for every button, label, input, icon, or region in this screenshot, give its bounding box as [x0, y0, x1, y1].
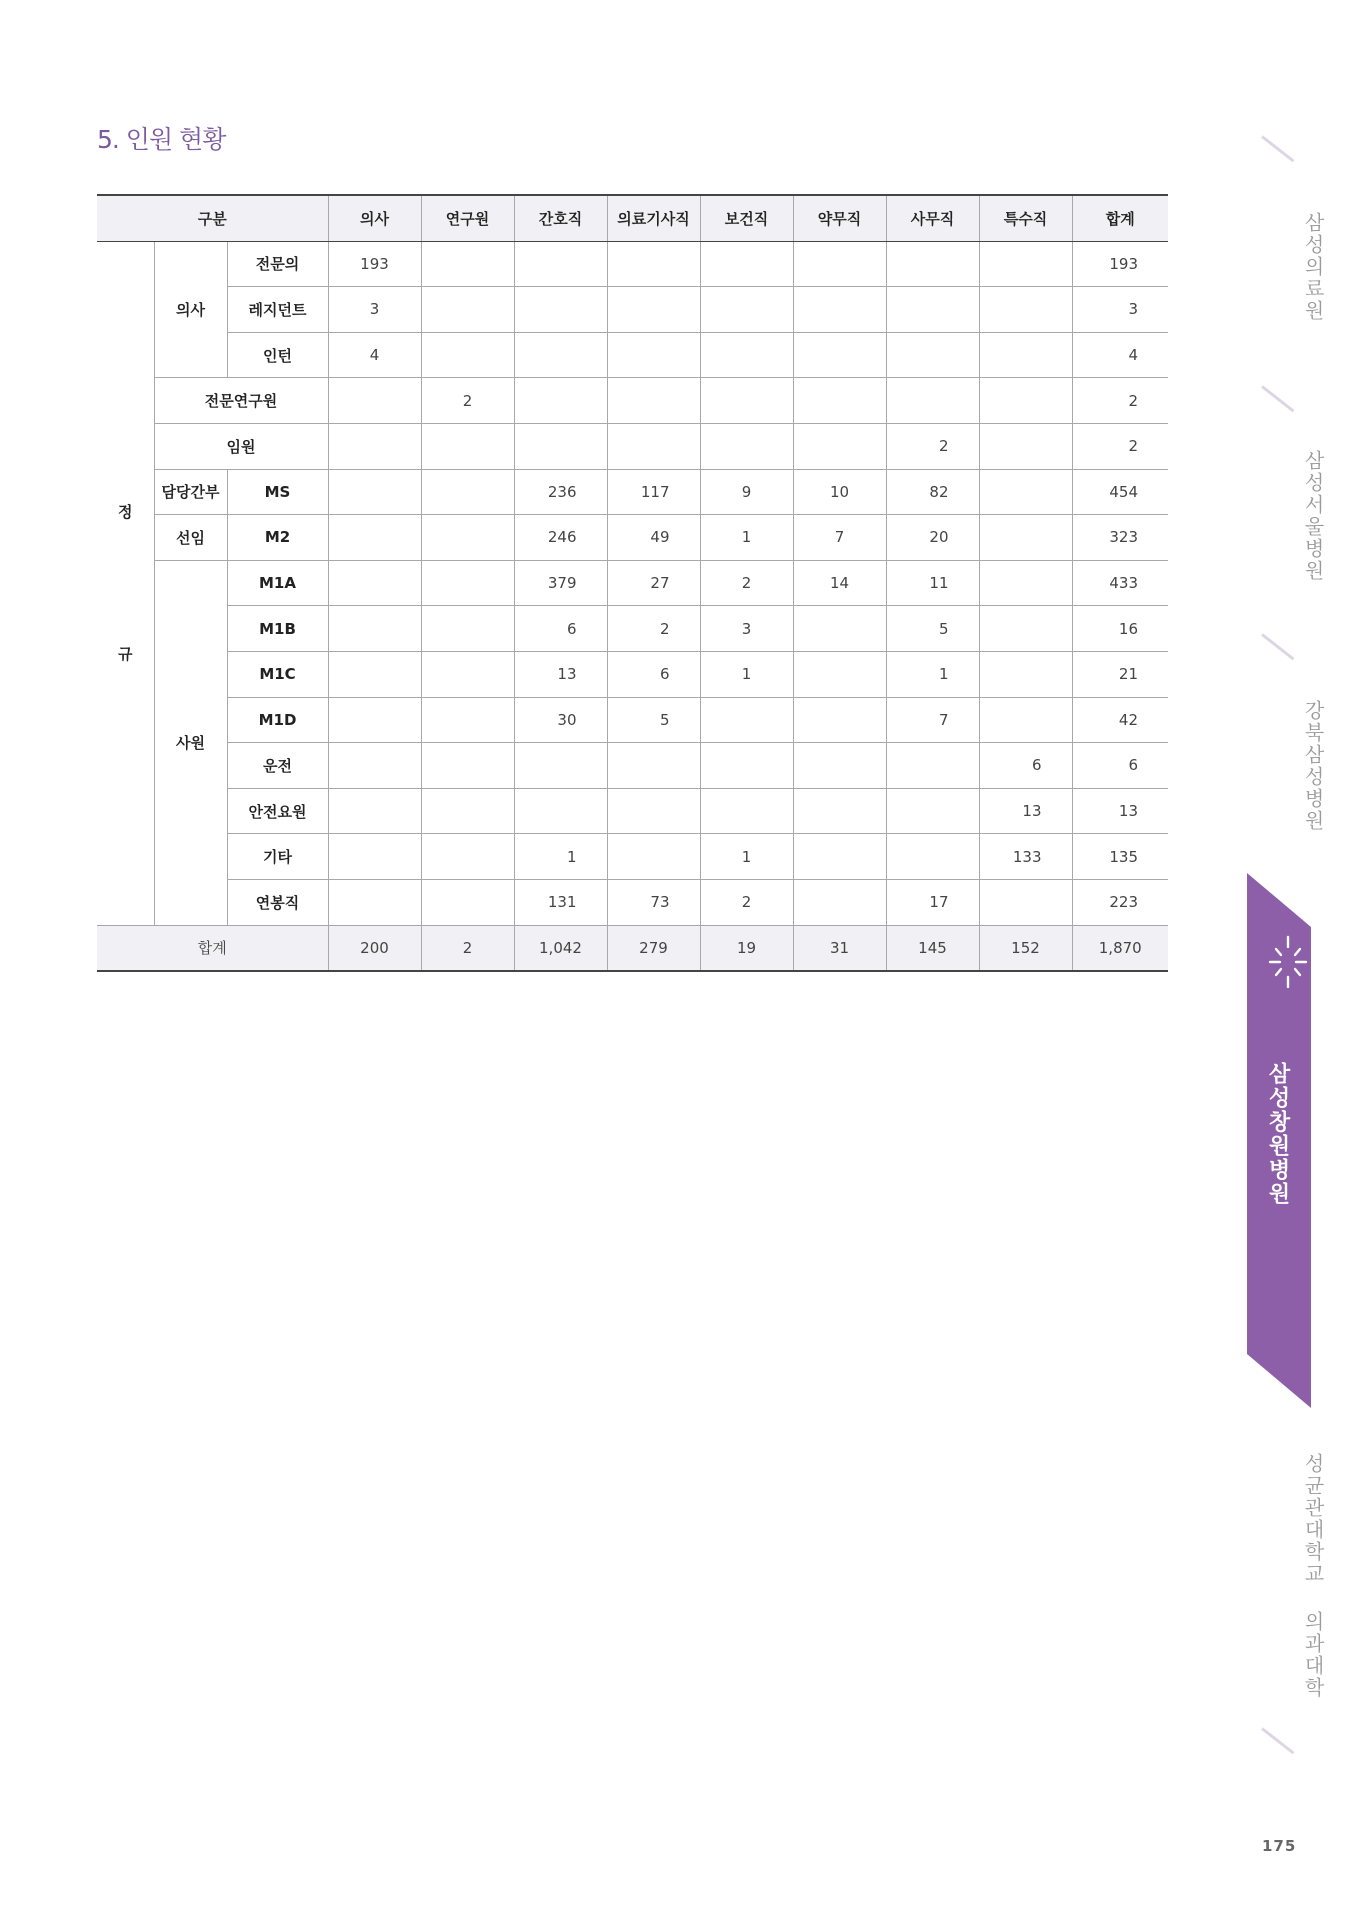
- cell: 6: [979, 743, 1072, 789]
- cell: [421, 606, 514, 652]
- cell: [886, 241, 979, 287]
- total-row: [97, 925, 1168, 971]
- cell: [700, 287, 793, 333]
- cell: 4: [1072, 332, 1168, 378]
- row-label: M1C: [227, 651, 328, 697]
- cell: [607, 378, 700, 424]
- cell: [979, 697, 1072, 743]
- cell: 42: [1072, 697, 1168, 743]
- cell: 9: [700, 469, 793, 515]
- header-col: 특수직: [979, 195, 1072, 241]
- table-row: [97, 241, 1168, 287]
- cell: 17: [886, 879, 979, 925]
- cell: 13: [979, 788, 1072, 834]
- cell: 135: [1072, 834, 1168, 880]
- cell: [979, 879, 1072, 925]
- cell: [607, 241, 700, 287]
- cell: 6: [607, 651, 700, 697]
- cell: [700, 241, 793, 287]
- cell: 82: [886, 469, 979, 515]
- cell: [607, 743, 700, 789]
- cell: [421, 697, 514, 743]
- cell: [700, 743, 793, 789]
- cell: 73: [607, 879, 700, 925]
- cell: [793, 378, 886, 424]
- cell: [328, 606, 421, 652]
- cell: [793, 697, 886, 743]
- cell: 2: [700, 560, 793, 606]
- cell: [514, 423, 607, 469]
- cell: [793, 606, 886, 652]
- row-label: M2: [227, 515, 328, 561]
- side-nav-item-kangbuk-samsung-hospital[interactable]: 강북삼성병원: [1301, 700, 1325, 832]
- cell: [793, 651, 886, 697]
- total-cell: 200: [328, 925, 421, 971]
- cell: [979, 332, 1072, 378]
- row-label: 운전: [227, 743, 328, 789]
- cell: [421, 560, 514, 606]
- row-label: 레지던트: [227, 287, 328, 333]
- total-label: 합계: [97, 925, 328, 971]
- header-col: 의료기사직: [607, 195, 700, 241]
- side-nav-item-skku-school-of-medicine[interactable]: 성균관대학교 의과대학: [1301, 1453, 1325, 1699]
- divider-slash: [1261, 1727, 1294, 1754]
- cell: [421, 469, 514, 515]
- cell: 7: [793, 515, 886, 561]
- group-senior: 선임: [154, 515, 227, 561]
- header-category: 구분: [97, 195, 328, 241]
- cell: 2: [886, 423, 979, 469]
- cell: 3: [328, 287, 421, 333]
- cell: 6: [514, 606, 607, 652]
- row-label: 전문의: [227, 241, 328, 287]
- cell: 13: [1072, 788, 1168, 834]
- cell: [979, 423, 1072, 469]
- cell: [421, 423, 514, 469]
- cell: [607, 332, 700, 378]
- total-cell: 145: [886, 925, 979, 971]
- cell: [514, 743, 607, 789]
- table-row: [97, 651, 1168, 697]
- cell: [328, 651, 421, 697]
- cell: 323: [1072, 515, 1168, 561]
- cell: [421, 651, 514, 697]
- cell: [793, 287, 886, 333]
- cell: 30: [514, 697, 607, 743]
- cell: 27: [607, 560, 700, 606]
- table-row: [97, 423, 1168, 469]
- cell: 236: [514, 469, 607, 515]
- cell: 193: [328, 241, 421, 287]
- cell: 193: [1072, 241, 1168, 287]
- divider-slash: [1261, 385, 1294, 412]
- cell: [328, 788, 421, 834]
- total-cell: 19: [700, 925, 793, 971]
- cell: [700, 332, 793, 378]
- cell: 16: [1072, 606, 1168, 652]
- burst-icon: [1268, 935, 1308, 989]
- side-nav-item-samsung-medical-center[interactable]: 삼성의료원: [1301, 212, 1325, 322]
- cell: 1: [700, 651, 793, 697]
- cell: 379: [514, 560, 607, 606]
- table-row: [97, 788, 1168, 834]
- total-cell: 31: [793, 925, 886, 971]
- table-row: [97, 287, 1168, 333]
- cell: 21: [1072, 651, 1168, 697]
- cell: [700, 788, 793, 834]
- header-col: 합계: [1072, 195, 1168, 241]
- cell: [886, 287, 979, 333]
- row-label: M1A: [227, 560, 328, 606]
- total-cell: 152: [979, 925, 1072, 971]
- cell: [607, 788, 700, 834]
- cell: [886, 743, 979, 789]
- cell: 4: [328, 332, 421, 378]
- cell: [793, 834, 886, 880]
- cell: 133: [979, 834, 1072, 880]
- total-cell: 279: [607, 925, 700, 971]
- cell: [514, 378, 607, 424]
- row-label: 연봉직: [227, 879, 328, 925]
- table-row: [97, 515, 1168, 561]
- table-row: [97, 879, 1168, 925]
- cell: [328, 834, 421, 880]
- row-label: 기타: [227, 834, 328, 880]
- section-title: 5. 인원 현황: [97, 125, 226, 154]
- page-number: 175: [1262, 1837, 1297, 1855]
- cell: 14: [793, 560, 886, 606]
- cell: [793, 743, 886, 789]
- cell: [700, 697, 793, 743]
- cell: [979, 606, 1072, 652]
- table-row: [97, 560, 1168, 606]
- cell: [979, 378, 1072, 424]
- cell: [328, 560, 421, 606]
- cell: [700, 423, 793, 469]
- cell: 223: [1072, 879, 1168, 925]
- cell: [328, 423, 421, 469]
- table-header-row: [97, 195, 1168, 241]
- cell: [328, 697, 421, 743]
- regular-group-label: 정 규: [97, 241, 154, 925]
- row-label: 인턴: [227, 332, 328, 378]
- cell: [607, 834, 700, 880]
- cell: [607, 423, 700, 469]
- side-nav-item-samsung-changwon-hospital[interactable]: 삼성창원병원: [1265, 1062, 1290, 1206]
- cell: 2: [421, 378, 514, 424]
- row-label: 안전요원: [227, 788, 328, 834]
- header-col: 간호직: [514, 195, 607, 241]
- cell: [328, 515, 421, 561]
- row-label: M1B: [227, 606, 328, 652]
- cell: [514, 287, 607, 333]
- cell: 13: [514, 651, 607, 697]
- cell: 2: [607, 606, 700, 652]
- side-nav-item-samsung-seoul-hospital[interactable]: 삼성서울병원: [1301, 450, 1325, 582]
- cell: 3: [1072, 287, 1168, 333]
- cell: [328, 879, 421, 925]
- cell: 1: [700, 834, 793, 880]
- cell: 5: [886, 606, 979, 652]
- cell: [979, 287, 1072, 333]
- cell: 1: [514, 834, 607, 880]
- cell: [793, 423, 886, 469]
- cell: [886, 378, 979, 424]
- cell: [886, 332, 979, 378]
- cell: [421, 241, 514, 287]
- cell: [421, 788, 514, 834]
- cell: 2: [1072, 378, 1168, 424]
- cell: [886, 788, 979, 834]
- cell: 433: [1072, 560, 1168, 606]
- cell: [979, 651, 1072, 697]
- cell: [514, 332, 607, 378]
- cell: 10: [793, 469, 886, 515]
- cell: [328, 378, 421, 424]
- row-label: MS: [227, 469, 328, 515]
- group-staff: 사원: [154, 560, 227, 925]
- cell: 117: [607, 469, 700, 515]
- cell: 5: [607, 697, 700, 743]
- cell: 49: [607, 515, 700, 561]
- cell: 11: [886, 560, 979, 606]
- cell: [979, 515, 1072, 561]
- cell: [421, 879, 514, 925]
- cell: 1: [886, 651, 979, 697]
- header-col: 연구원: [421, 195, 514, 241]
- cell: [979, 469, 1072, 515]
- total-cell: 1,042: [514, 925, 607, 971]
- table-row: [97, 378, 1168, 424]
- header-col: 보건직: [700, 195, 793, 241]
- table-row: [97, 332, 1168, 378]
- cell: [793, 879, 886, 925]
- group-manager: 담당간부: [154, 469, 227, 515]
- staff-table: [97, 194, 1168, 972]
- cell: [421, 287, 514, 333]
- cell: 7: [886, 697, 979, 743]
- total-cell: 1,870: [1072, 925, 1168, 971]
- cell: 454: [1072, 469, 1168, 515]
- cell: [328, 469, 421, 515]
- cell: [700, 378, 793, 424]
- table-row: [97, 834, 1168, 880]
- cell: 6: [1072, 743, 1168, 789]
- row-label: 전문연구원: [154, 378, 328, 424]
- cell: 246: [514, 515, 607, 561]
- row-label: M1D: [227, 697, 328, 743]
- cell: 2: [700, 879, 793, 925]
- cell: [421, 332, 514, 378]
- cell: [514, 788, 607, 834]
- table-row: [97, 469, 1168, 515]
- cell: [328, 743, 421, 789]
- cell: [421, 743, 514, 789]
- divider-slash: [1261, 135, 1294, 162]
- cell: 131: [514, 879, 607, 925]
- cell: [793, 241, 886, 287]
- group-doctor: 의사: [154, 241, 227, 378]
- header-col: 의사: [328, 195, 421, 241]
- cell: 1: [700, 515, 793, 561]
- cell: 20: [886, 515, 979, 561]
- table-row: [97, 606, 1168, 652]
- cell: 3: [700, 606, 793, 652]
- table-row: [97, 743, 1168, 789]
- cell: [421, 515, 514, 561]
- cell: [979, 241, 1072, 287]
- table-row: [97, 697, 1168, 743]
- cell: [979, 560, 1072, 606]
- cell: [421, 834, 514, 880]
- cell: 2: [1072, 423, 1168, 469]
- cell: [607, 287, 700, 333]
- header-col: 사무직: [886, 195, 979, 241]
- divider-slash: [1261, 633, 1294, 660]
- cell: [793, 788, 886, 834]
- header-col: 약무직: [793, 195, 886, 241]
- cell: [514, 241, 607, 287]
- cell: [886, 834, 979, 880]
- row-label: 임원: [154, 423, 328, 469]
- cell: [793, 332, 886, 378]
- total-cell: 2: [421, 925, 514, 971]
